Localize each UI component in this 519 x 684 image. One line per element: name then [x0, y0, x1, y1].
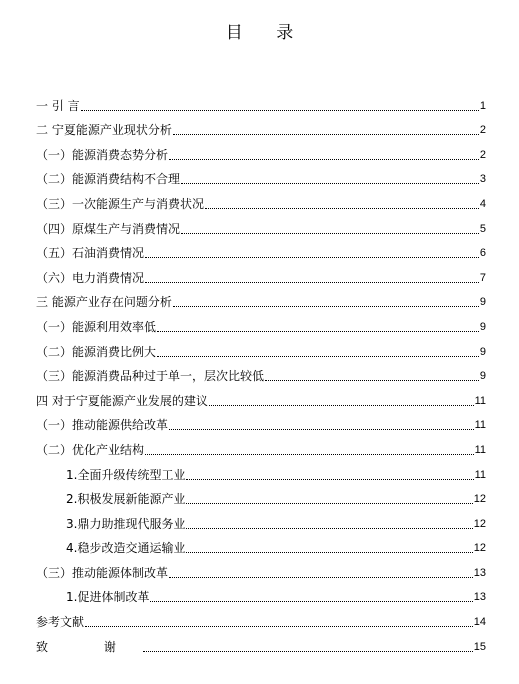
toc-entry[interactable] [36, 629, 486, 654]
toc-entry[interactable] [36, 457, 486, 482]
toc-entry-page: 6 [479, 247, 486, 260]
toc-entry[interactable] [36, 580, 486, 605]
table-of-contents [36, 88, 486, 654]
toc-leader-dots [85, 626, 473, 627]
toc-title: 目 录 [225, 23, 308, 43]
toc-leader-dots [145, 282, 479, 283]
toc-entry[interactable] [36, 285, 486, 310]
toc-leader-dots [209, 405, 474, 406]
toc-entry-label: （四）原煤生产与消费情况 [36, 221, 181, 236]
toc-entry-page: 15 [473, 640, 486, 653]
toc-entry[interactable] [36, 482, 486, 507]
toc-entry-page: 1 [479, 99, 486, 112]
toc-entry-page: 11 [474, 394, 486, 407]
toc-entry-page: 12 [473, 542, 486, 555]
toc-entry[interactable] [36, 506, 486, 531]
toc-entry[interactable] [36, 531, 486, 556]
toc-entry-label: 一 引 言 [36, 98, 80, 113]
toc-leader-dots [186, 552, 472, 553]
toc-entry[interactable] [36, 88, 486, 113]
toc-leader-dots [265, 380, 479, 381]
toc-entry[interactable] [36, 383, 486, 408]
toc-entry-page: 12 [473, 493, 486, 506]
toc-entry[interactable] [36, 211, 486, 236]
toc-entry-label: 4.稳步改造交通运输业 [66, 541, 186, 556]
toc-entry-label: （一）推动能源供给改革 [36, 418, 169, 433]
toc-entry-label: （六）电力消费情况 [36, 270, 145, 285]
toc-entry-page: 12 [473, 517, 486, 530]
toc-entry-label: 3.鼎力助推现代服务业 [66, 516, 186, 531]
toc-entry[interactable] [36, 432, 486, 457]
toc-leader-dots [186, 528, 472, 529]
toc-entry-label: （三）一次能源生产与消费状况 [36, 196, 205, 211]
toc-entry-page: 4 [479, 197, 486, 210]
toc-leader-dots [186, 503, 472, 504]
toc-entry-label: （三）能源消费品种过于单一，层次比较低 [36, 369, 265, 384]
toc-entry-label: （三）推动能源体制改革 [36, 565, 169, 580]
toc-entry[interactable] [36, 137, 486, 162]
toc-leader-dots [169, 159, 479, 160]
toc-entry-label: 致 谢 [36, 639, 142, 654]
toc-entry[interactable] [36, 408, 486, 433]
toc-entry[interactable] [36, 555, 486, 580]
toc-entry-page: 3 [479, 173, 486, 186]
toc-leader-dots [145, 454, 474, 455]
toc-entry-label: 1.促进体制改革 [66, 590, 150, 605]
toc-leader-dots [173, 306, 479, 307]
toc-leader-dots [157, 356, 479, 357]
toc-entry-page: 5 [479, 222, 486, 235]
toc-entry-page: 13 [473, 566, 486, 579]
toc-entry-page: 7 [479, 271, 486, 284]
toc-entry-page: 9 [479, 370, 486, 383]
toc-leader-dots [145, 257, 479, 258]
toc-entry-label: 1.全面升级传统型工业 [66, 467, 186, 482]
toc-entry[interactable] [36, 186, 486, 211]
toc-entry-label: （五）石油消费情况 [36, 246, 145, 261]
toc-leader-dots [181, 233, 479, 234]
toc-entry-label: 参考文献 [36, 615, 85, 630]
toc-leader-dots [143, 651, 473, 652]
toc-leader-dots [150, 601, 472, 602]
toc-entry-label: 三 能源产业存在问题分析 [36, 295, 172, 310]
toc-entry-label: 二 宁夏能源产业现状分析 [36, 123, 172, 138]
toc-entry-label: （二）能源消费比例大 [36, 344, 157, 359]
toc-entry-label: 四 对于宁夏能源产业发展的建议 [36, 393, 208, 408]
toc-entry-page: 11 [474, 419, 486, 432]
toc-entry-page: 14 [473, 616, 486, 629]
toc-leader-dots [173, 134, 479, 135]
toc-entry-label: （一）能源利用效率低 [36, 319, 157, 334]
toc-leader-dots [81, 110, 479, 111]
toc-entry-page: 9 [479, 296, 486, 309]
toc-entry[interactable] [36, 113, 486, 138]
toc-entry-page: 2 [479, 124, 486, 137]
toc-leader-dots [169, 429, 474, 430]
toc-entry[interactable] [36, 236, 486, 261]
toc-entry[interactable] [36, 334, 486, 359]
toc-entry-page: 11 [474, 443, 486, 456]
toc-entry[interactable] [36, 162, 486, 187]
toc-leader-dots [186, 479, 473, 480]
toc-leader-dots [181, 183, 479, 184]
toc-entry-label: 2.积极发展新能源产业 [66, 492, 186, 507]
toc-entry-page: 9 [479, 345, 486, 358]
toc-leader-dots [157, 331, 479, 332]
toc-entry-label: （二）能源消费结构不合理 [36, 172, 181, 187]
toc-leader-dots [205, 208, 479, 209]
toc-leader-dots [169, 577, 473, 578]
toc-entry-page: 11 [474, 468, 486, 481]
toc-entry[interactable] [36, 260, 486, 285]
toc-entry-label: （二）优化产业结构 [36, 442, 145, 457]
toc-entry[interactable] [36, 604, 486, 629]
toc-entry[interactable] [36, 359, 486, 384]
toc-entry[interactable] [36, 309, 486, 334]
toc-entry-page: 13 [473, 591, 486, 604]
toc-entry-page: 9 [479, 320, 486, 333]
toc-entry-page: 2 [479, 148, 486, 161]
toc-entry-label: （一）能源消费态势分析 [36, 147, 169, 162]
